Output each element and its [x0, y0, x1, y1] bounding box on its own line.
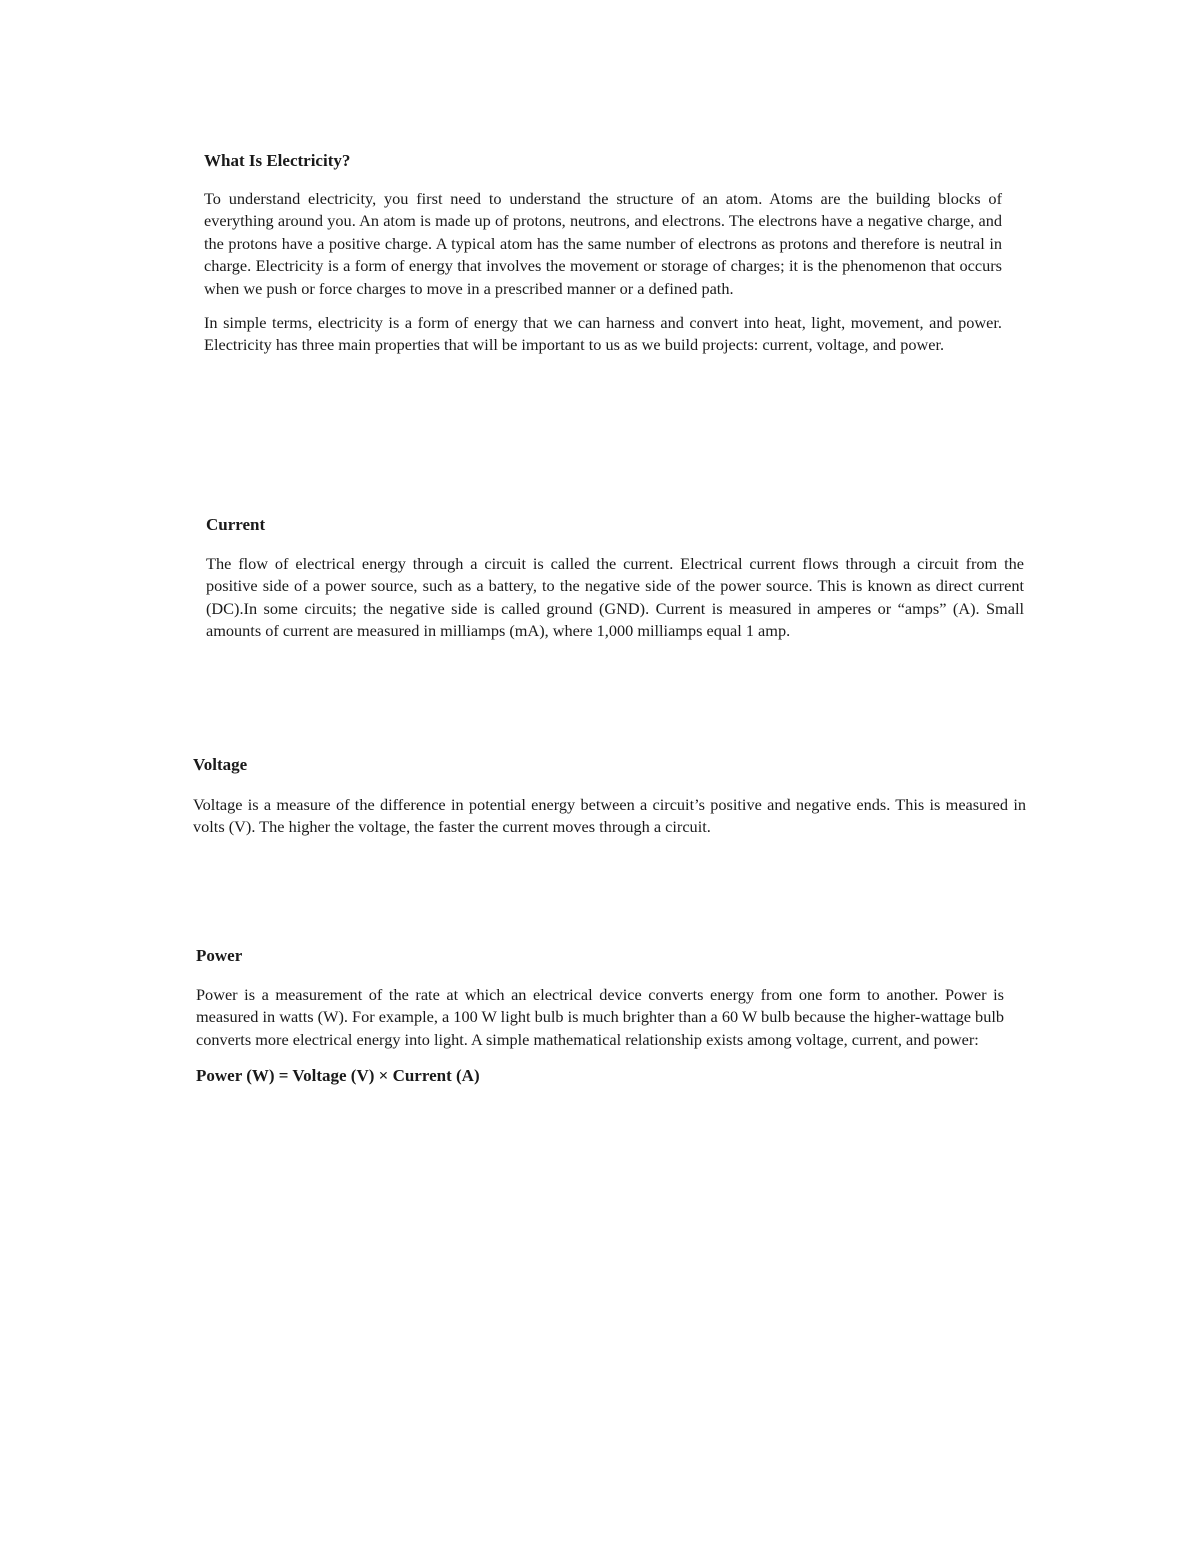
heading-current: Current	[206, 515, 266, 534]
heading-what-is-electricity: What Is Electricity?	[204, 151, 351, 170]
power-formula: Power (W) = Voltage (V) × Current (A)	[196, 1066, 480, 1086]
paragraph-atom-structure: To understand electricity, you first need to understand the structure of an atom. Atoms are the building blocks of everything around you. An atom is made up of protons, neutrons, and electrons. The electrons have a negative charge, and the protons have a positive charge. A typical atom has the same number of electrons as protons and therefore is neutral in charge. Electricity is a form of energy that involves the movement or storage of charges; it is the phenomenon that occurs when we push or force charges to move in a prescribed manner or a defined path.	[204, 189, 1002, 298]
heading-power: Power	[196, 946, 243, 965]
section-voltage	[193, 754, 1026, 839]
heading-voltage: Voltage	[193, 755, 248, 774]
section-what-is-electricity	[204, 150, 1002, 357]
paragraph-power: Power is a measurement of the rate at which an electrical device converts energy from one form to another. Power is measured in watts (W). For example, a 100 W light bulb is much brighter than a 60 W bulb because the higher-wattage bulb converts more electrical energy into light. A simple mathematical relationship exists among voltage, current, and power:	[196, 985, 1004, 1049]
section-current	[206, 514, 1024, 643]
paragraph-simple-terms: In simple terms, electricity is a form of energy that we can harness and convert into heat, light, movement, and power. Electricity has three main properties that will be important to us as we build projects: current, voltage, and power.	[204, 313, 1002, 355]
section-power	[196, 945, 1004, 1087]
paragraph-current: The flow of electrical energy through a circuit is called the current. Electrical current flows through a circuit from the positive side of a power source, such as a battery, to the negative side of the power source. This is known as direct current (DC).In some circuits; the negative side is called ground (GND). Current is measured in amperes or “amps” (A). Small amounts of current are measured in milliamps (mA), where 1,000 milliamps equal 1 amp.	[206, 554, 1024, 641]
paragraph-voltage: Voltage is a measure of the difference in potential energy between a circuit’s positive and negative ends. This is measured in volts (V). The higher the voltage, the faster the current moves through a circuit.	[193, 795, 1026, 837]
